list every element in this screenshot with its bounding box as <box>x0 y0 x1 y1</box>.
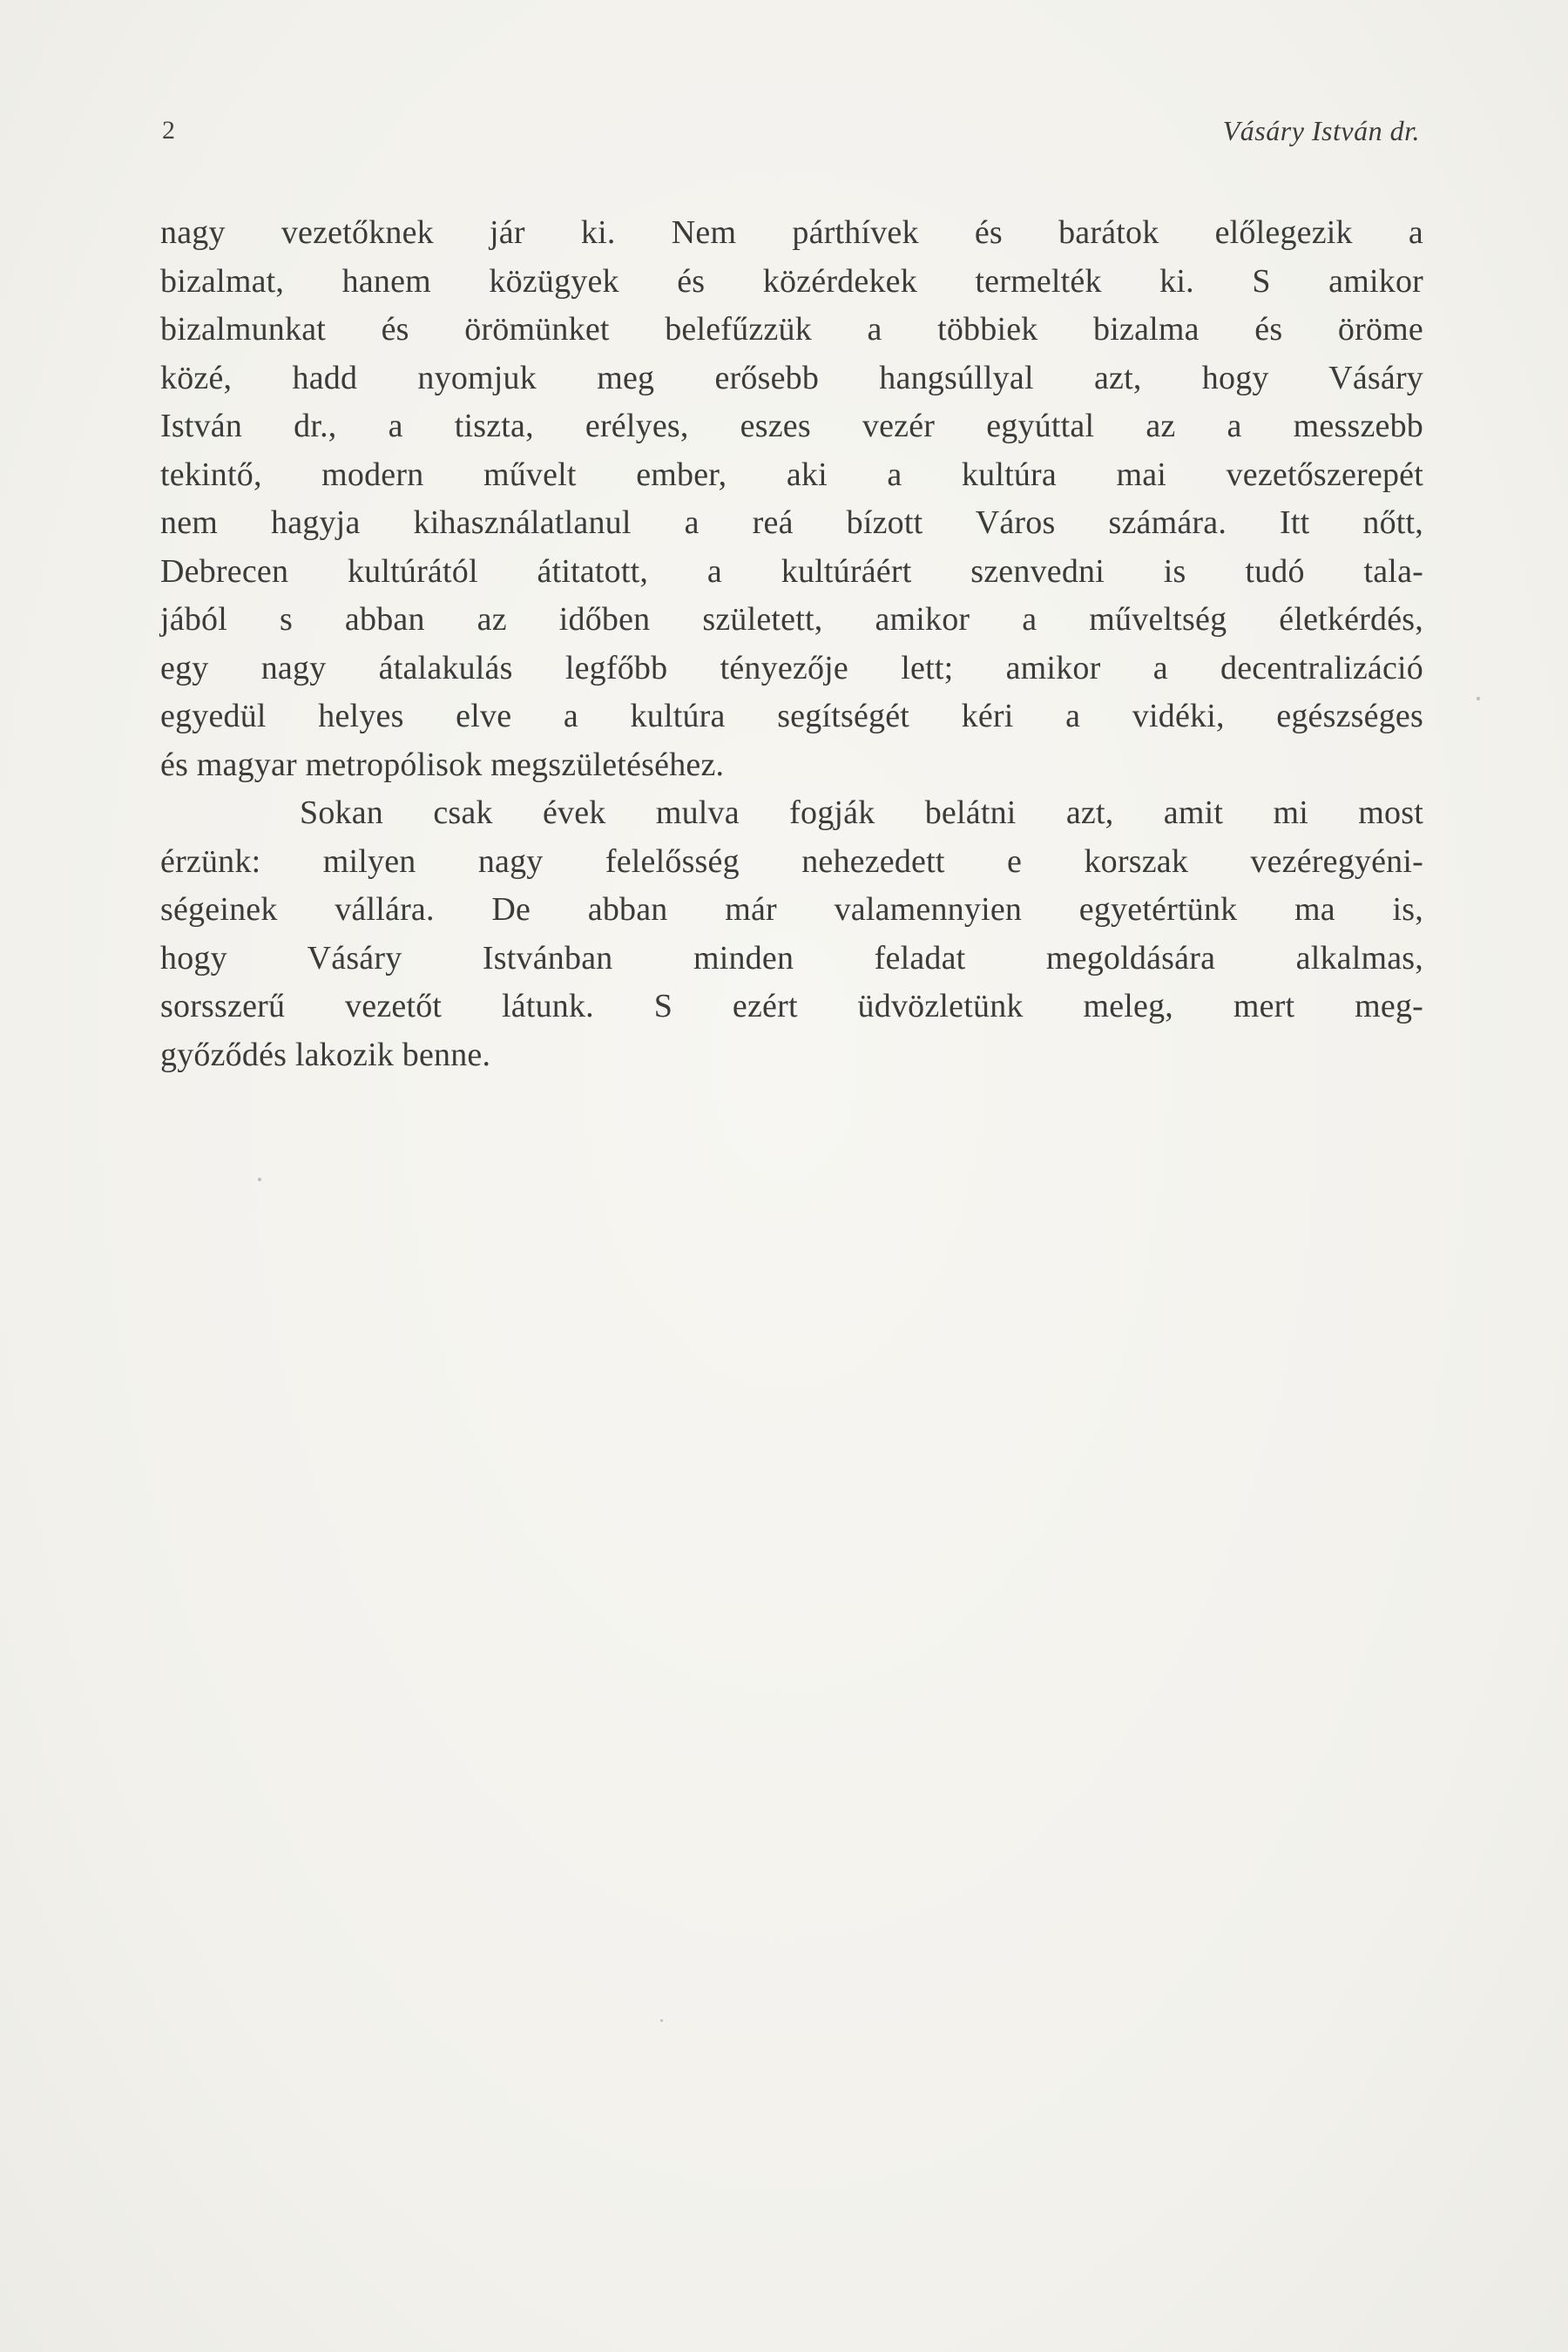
text-line: nagy vezetőknek jár ki. Nem párthívek és barátok előlegezik a <box>160 214 1423 251</box>
text-line: bizalmunkat és örömünket belefűzzük a többiek bizalma és öröme <box>160 311 1423 348</box>
text-line: István dr., a tiszta, erélyes, eszes vezér egyúttal az a messzebb <box>160 408 1423 444</box>
text-line: egy nagy átalakulás legfőbb tényezője lett; amikor a decentralizáció <box>160 649 1423 686</box>
paragraph-1 <box>160 209 1423 789</box>
text-line: győződés lakozik benne. <box>160 1036 491 1073</box>
paragraph-2 <box>160 789 1423 1079</box>
page-header <box>162 113 1420 157</box>
body-text <box>160 209 1423 1079</box>
paper-speck <box>660 2019 663 2022</box>
text-line: nem hagyja kihasználatlanul a reá bízott Város számára. Itt nőtt, <box>160 504 1423 541</box>
text-line: Debrecen kultúrától átitatott, a kultúráért szenvedni is tudó tala- <box>160 552 1423 590</box>
text-line: Sokan csak évek mulva fogják belátni azt, amit mi most <box>300 794 1423 831</box>
text-line: közé, hadd nyomjuk meg erősebb hangsúllyal azt, hogy Vásáry <box>160 359 1423 396</box>
text-line: bizalmat, hanem közügyek és közérdekek termelték ki. S amikor <box>160 262 1423 300</box>
text-line: egyedül helyes elve a kultúra segítségét kéri a vidéki, egészséges <box>160 698 1423 734</box>
text-line: sorsszerű vezetőt látunk. S ezért üdvözletünk meleg, mert meg- <box>160 988 1423 1024</box>
page-number: 2 <box>162 116 175 145</box>
text-line: érzünk: milyen nagy felelősség nehezedett e korszak vezéregyéni- <box>160 842 1423 880</box>
paper-speck <box>258 1178 261 1181</box>
paper-speck <box>1477 697 1480 700</box>
text-line: hogy Vásáry Istvánban minden feladat megoldására alkalmas, <box>160 939 1423 977</box>
text-line: jából s abban az időben született, amikor a műveltség életkérdés, <box>160 601 1423 638</box>
running-head: Vásáry István dr. <box>1222 115 1420 146</box>
text-line: tekintő, modern művelt ember, aki a kultúra mai vezetőszerepét <box>160 456 1423 493</box>
text-line: ségeinek vállára. De abban már valamennyien egyetértünk ma is, <box>160 891 1423 928</box>
text-line: és magyar metropólisok megszületéséhez. <box>160 746 725 783</box>
